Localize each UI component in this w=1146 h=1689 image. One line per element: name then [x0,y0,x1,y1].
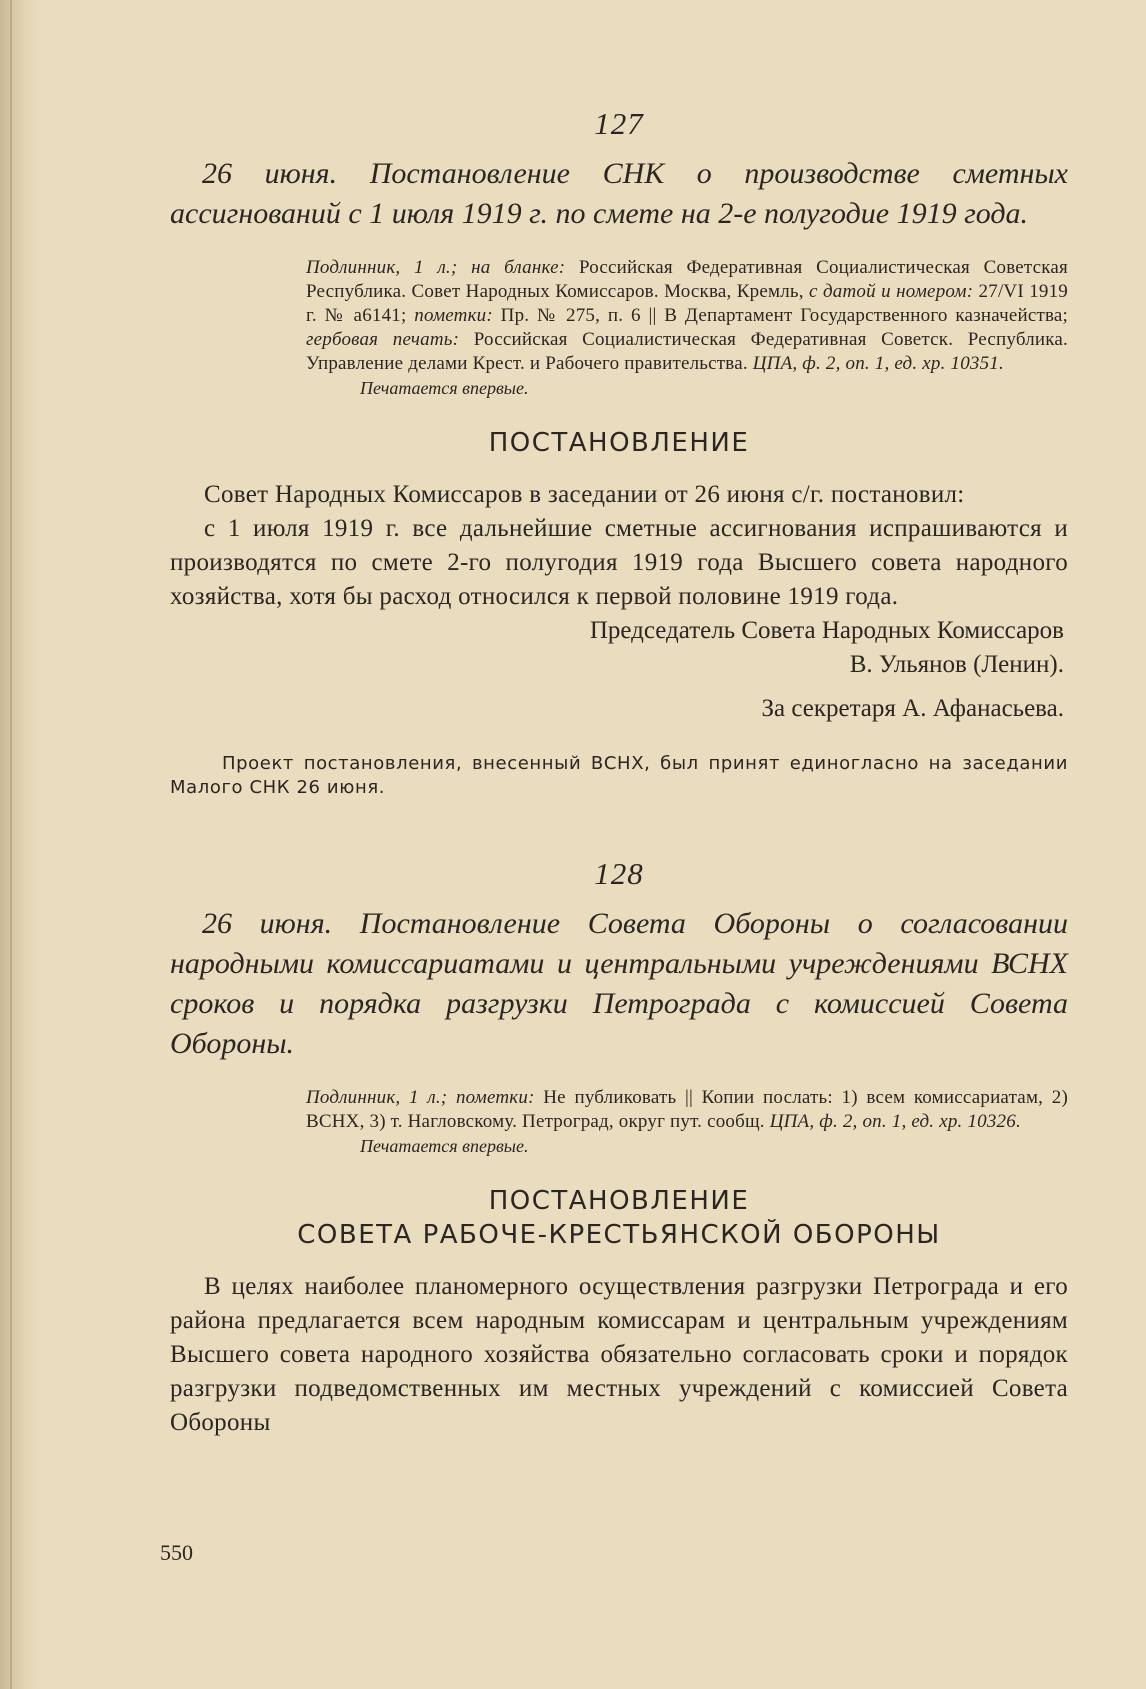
source-text: Российская Социалистическая Федеративная Советск. Республика. Управление делами Крест. и Рабочего правительства. [306,329,1068,374]
editorial-note: Проект постановления, внесенный ВСНХ, был принят единогласно на заседании Малого СНК 26 июня. [170,753,1068,798]
source-label: гербовая печать: [306,329,460,350]
resolution-heading: ПОСТАНОВЛЕНИЕ [488,428,750,458]
resolution-subheading: СОВЕТА РАБОЧЕ-КРЕСТЬЯНСКОЙ ОБОРОНЫ [297,1220,941,1250]
page-edge [0,0,38,1689]
archive-reference: ЦПА, ф. 2, оп. 1, ед. хр. 10351. [752,353,1004,374]
source-label: Подлинник, 1 л.; пометки: [306,1087,535,1108]
body-paragraph: В целях наиболее планомерного осуществления разгрузки Петрограда и его района предлагается всем народным комиссарам и центральным учреждениям Высшего совета народного хозяйства обязательно согласовать сроки и порядок разгрузки подведомственных им местных учреждений с комиссией Совета Обороны [170,1273,1068,1436]
source-text: 27/VI 1919 г. № а6141; [306,281,1068,326]
source-note [306,256,1068,376]
secretary-signature: За секретаря А. Афанасьева. [761,695,1064,722]
signature-title: Председатель Совета Народных Комиссаров [589,617,1064,644]
signature-name: В. Ульянов (Ленин). [849,651,1064,678]
page-content [170,96,1068,1440]
source-note [306,1086,1068,1134]
printed-note: Печатается впервые. [360,1136,529,1156]
document-128 [170,856,1068,1440]
archive-reference: ЦПА, ф. 2, оп. 1, ед. хр. 10326. [769,1111,1021,1132]
document-title: 26 июня. Постановление СНК о производстве сметных ассигнований с 1 июля 1919 г. по смете на 2-е полугодие 1919 года. [170,157,1068,230]
source-label: Подлинник, 1 л.; на бланке: [306,257,566,278]
source-text: Не публиковать || Копии послать: 1) всем комиссариатам, 2) ВСНХ, 3) т. Нагловскому. Петроград, округ пут. сообщ. [306,1087,1068,1132]
printed-note: Печатается впервые. [360,378,529,398]
source-label: с датой и номером: [809,281,974,302]
document-127 [170,106,1068,800]
document-number: 128 [594,856,644,891]
document-title: 26 июня. Постановление Совета Обороны о согласовании народными комиссариатами и центральными учреждениями ВСНХ сроков и порядка разгрузки Петрограда с комиссией Совета Обороны. [170,907,1068,1060]
source-text: Пр. № 275, п. 6 || В Департамент Государственного казначейства; [492,305,1068,326]
body-paragraph: Совет Народных Комиссаров в заседании от 26 июня с/г. постановил: [204,481,965,508]
document-number: 127 [594,106,644,141]
resolution-heading: ПОСТАНОВЛЕНИЕ [488,1186,750,1216]
source-text: Российская Федеративная Социалистическая Советская Республика. Совет Народных Комиссаров. Москва, Кремль, [306,257,1069,302]
body-paragraph: с 1 июля 1919 г. все дальнейшие сметные ассигнования испрашиваются и производятся по смете 2-го полугодия 1919 года Высшего совета народного хозяйства, хотя бы расход относился к первой половине 1919 года. [170,515,1068,610]
source-label: пометки: [414,305,493,326]
page-number: 550 [160,1540,193,1565]
